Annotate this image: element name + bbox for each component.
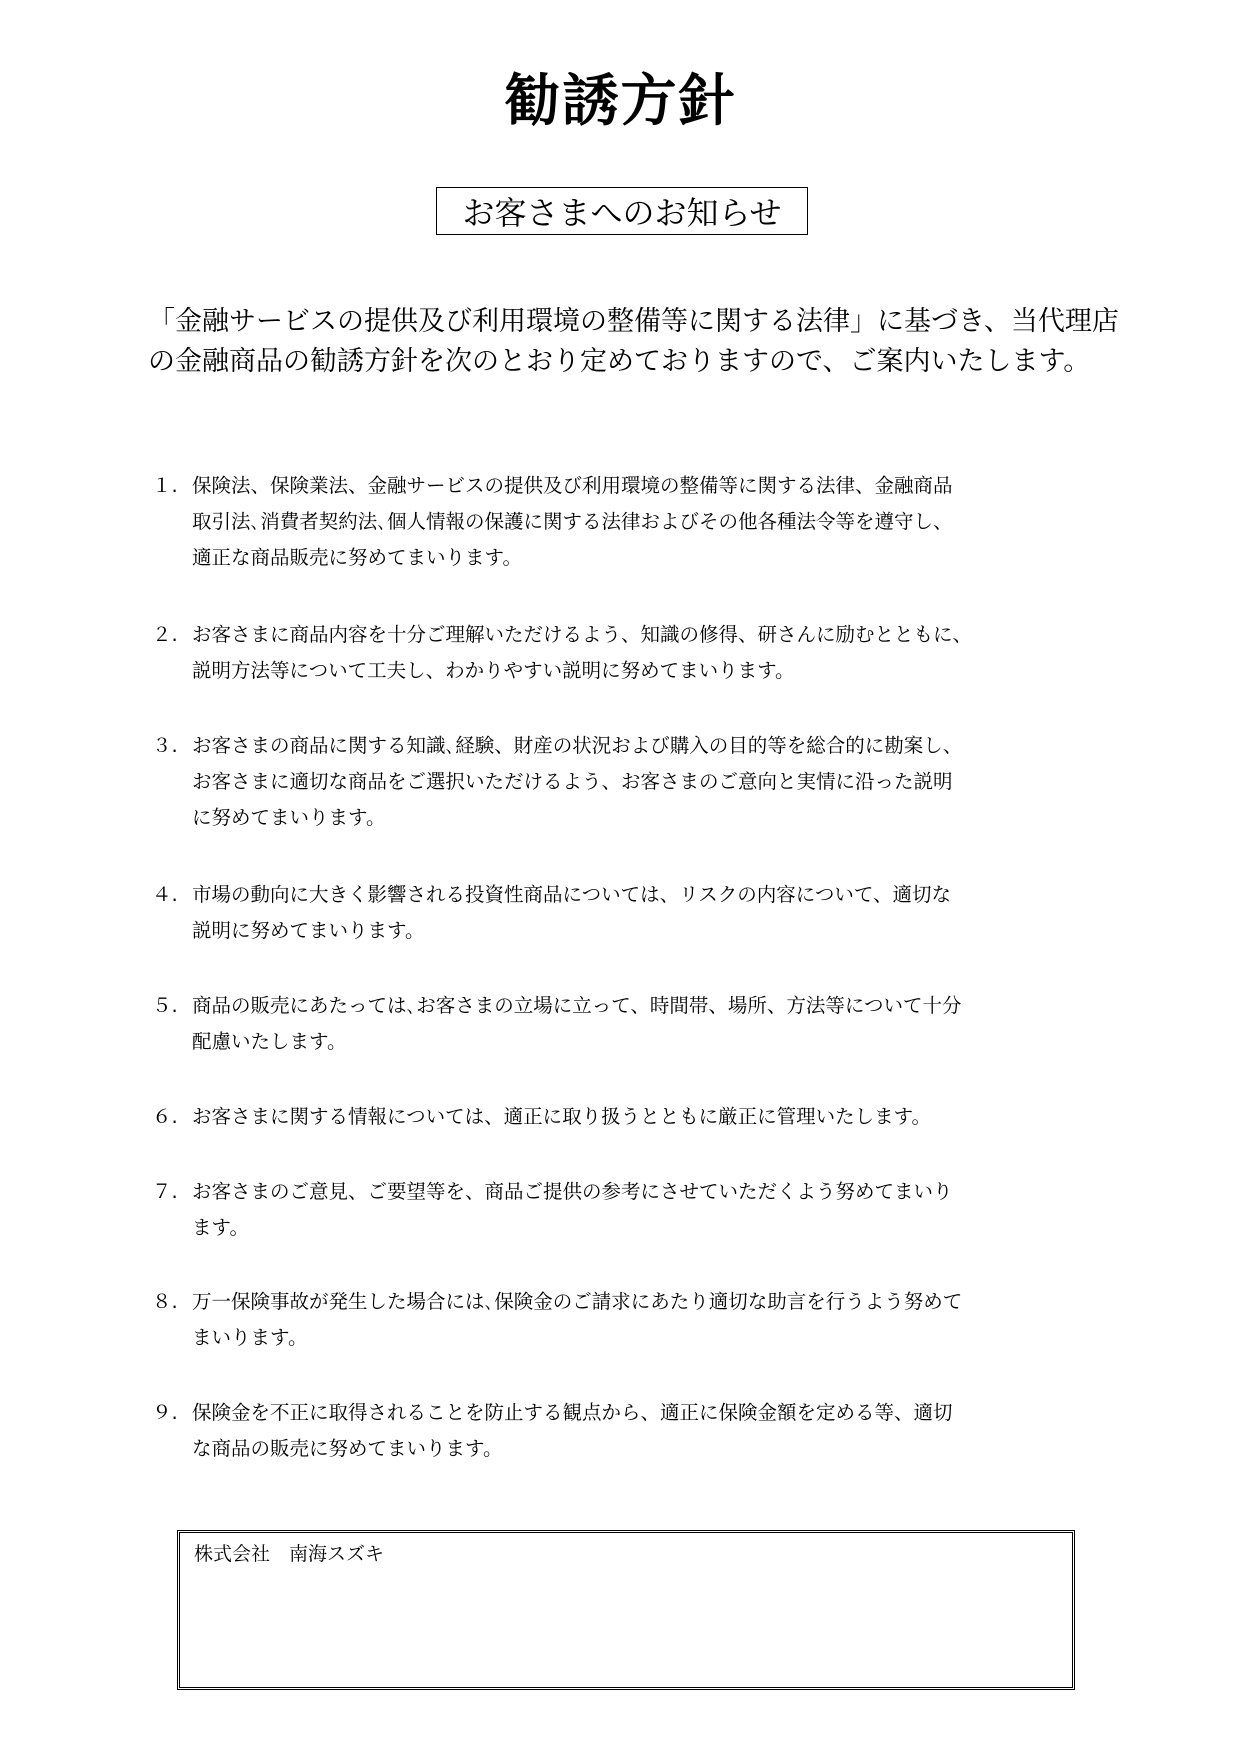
policy-item-text: お客さまに商品内容を十分ご理解いただけるよう、知識の修得、研さんに励むとともに、 説明方法等について工夫し、わかりやすい説明に努めてまいります。 bbox=[192, 623, 973, 682]
policy-item-number: ２. bbox=[152, 623, 178, 646]
policy-item-number: ６. bbox=[152, 1105, 178, 1128]
policy-item-number: ５. bbox=[152, 994, 178, 1017]
policy-item-8 bbox=[148, 1284, 1098, 1356]
intro-paragraph: 「金融サービスの提供及び利用環境の整備等に関する法律」に基づき、当代理店の金融商品の勧誘方針を次のとおり定めておりますので、ご案内いたします。 bbox=[148, 306, 1119, 377]
notice-heading-box bbox=[436, 187, 808, 235]
notice-heading: お客さまへのお知らせ bbox=[462, 194, 782, 232]
policy-item-text: 保険金を不正に取得されることを防止する観点から、適正に保険金額を定める等、適切 な商品の販売に努めてまいります。 bbox=[192, 1401, 953, 1460]
policy-item-text: お客さまに関する情報については、適正に取り扱うとともに厳正に管理いたします。 bbox=[192, 1105, 932, 1128]
policy-item-text: お客さまのご意見、ご要望等を、商品ご提供の参考にさせていただくよう努めてまいり ます。 bbox=[192, 1180, 953, 1239]
page-title: 勧誘方針 bbox=[504, 69, 737, 134]
policy-item-text: 市場の動向に大きく影響される投資性商品については、リスクの内容について、適切な 説明に努めてまいります。 bbox=[192, 883, 951, 942]
policy-item-2 bbox=[148, 617, 1098, 689]
company-name: 株式会社 南海スズキ bbox=[194, 1543, 385, 1565]
policy-item-number: ３. bbox=[152, 734, 178, 757]
policy-item-number: ８. bbox=[152, 1290, 178, 1313]
company-box bbox=[177, 1530, 1075, 1690]
policy-item-number: ７. bbox=[152, 1180, 178, 1203]
policy-item-9 bbox=[148, 1395, 1098, 1467]
policy-item-text: 保険法、保険業法、金融サービスの提供及び利用環境の整備等に関する法律、金融商品 取引法､消費者契約法､個人情報の保護に関する法律およびその他各種法令等を遵守し、 適正な商品販売に努めてまいります。 bbox=[192, 474, 953, 569]
policy-item-text: お客さまの商品に関する知識､経験、財産の状況および購入の目的等を総合的に勘案し、 お客さまに適切な商品をご選択いただけるよう、お客さまのご意向と実情に沿った説明 に努めてまいります。 bbox=[192, 734, 963, 829]
policy-item-4 bbox=[148, 877, 1098, 949]
policy-item-1 bbox=[148, 468, 1098, 576]
policy-item-number: ４. bbox=[152, 883, 178, 906]
policy-item-3 bbox=[148, 728, 1098, 836]
policy-item-5 bbox=[148, 988, 1098, 1060]
policy-item-text: 商品の販売にあたっては､お客さまの立場に立って、時間帯、場所、方法等について十分 配慮いたします。 bbox=[192, 994, 962, 1053]
policy-item-number: １. bbox=[152, 474, 178, 497]
policy-item-6 bbox=[148, 1099, 1098, 1135]
policy-item-text: 万一保険事故が発生した場合には､保険金のご請求にあたり適切な助言を行うよう努めて まいります。 bbox=[192, 1290, 963, 1349]
policy-item-number: ９. bbox=[152, 1401, 178, 1424]
policy-item-7 bbox=[148, 1174, 1098, 1246]
